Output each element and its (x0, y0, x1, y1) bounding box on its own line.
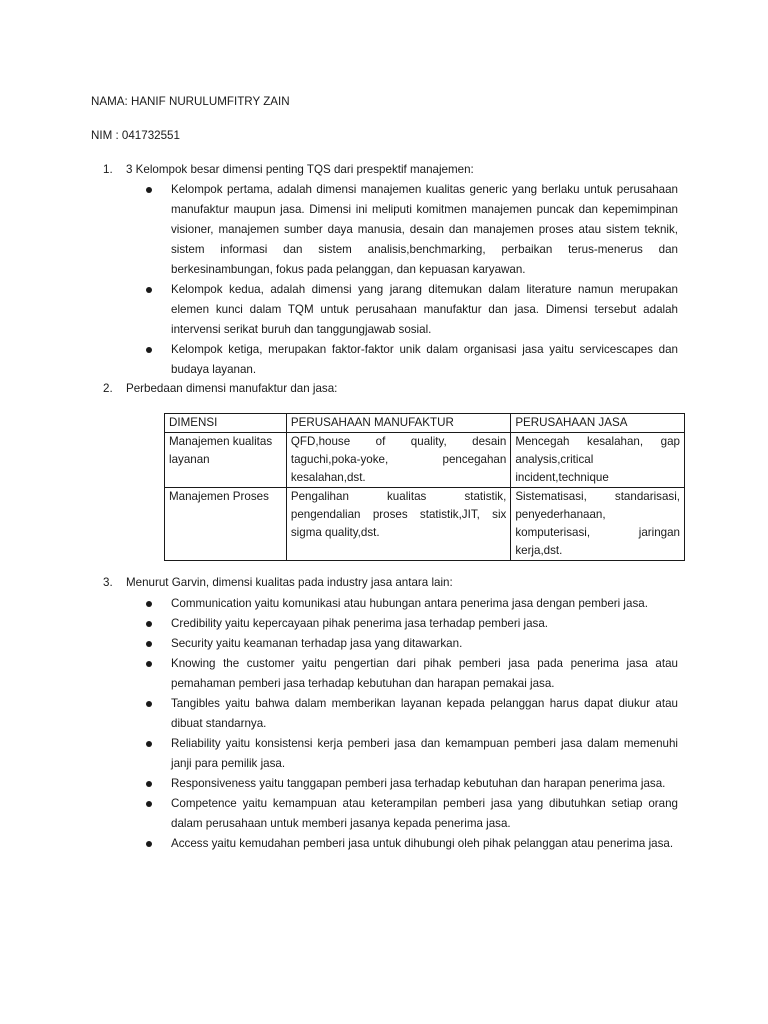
table-cell: Manajemen kualitas layanan (165, 433, 287, 488)
table-header-row (165, 414, 685, 433)
student-nim: NIM : 041732551 (91, 129, 180, 142)
section-heading-text: 3 Kelompok besar dimensi penting TQS dari prespektif manajemen: (126, 163, 474, 176)
list-item: Kelompok kedua, adalah dimensi yang jarang ditemukan dalam literature namun merupakan elemen kunci dalam TQM untuk perusahaan manufaktur dan jasa. Dimensi tersebut adalah intervensi serikat buruh dan tanggungjawab sosial. (0, 280, 678, 340)
list-item: Communication yaitu komunikasi atau hubungan antara penerima jasa dengan pemberi jasa. (0, 594, 678, 614)
list-item: Responsiveness yaitu tanggapan pemberi jasa terhadap kebutuhan dan harapan penerima jasa. (0, 774, 678, 794)
bullet-icon (146, 781, 152, 787)
section-3-bullets (0, 594, 768, 854)
table-cell: Manajemen Proses (165, 488, 287, 561)
bullet-icon (146, 801, 152, 807)
list-item: Reliability yaitu konsistensi kerja pemberi jasa dan kemampuan pemberi jasa dalam memenuhi janji para pemilik jasa. (0, 734, 678, 774)
section-1-bullets (0, 180, 768, 380)
dimension-table (164, 413, 685, 561)
list-item: Security yaitu keamanan terhadap jasa yang ditawarkan. (0, 634, 678, 654)
bullet-icon (146, 741, 152, 747)
table-cell: Sistematisasi, standarisasi, penyederhanaan, komputerisasi, jaringan kerja,dst. (511, 488, 685, 561)
bullet-icon (146, 601, 152, 607)
section-heading-text: Perbedaan dimensi manufaktur dan jasa: (126, 382, 338, 395)
table-header-cell: PERUSAHAAN MANUFAKTUR (286, 414, 510, 433)
table-cell: QFD,house of quality, desain taguchi,poka-yoke, pencegahan kesalahan,dst. (286, 433, 510, 488)
list-item: Kelompok pertama, adalah dimensi manajemen kualitas generic yang berlaku untuk perusahaan manufaktur maupun jasa. Dimensi ini meliputi komitmen manajemen puncak dan kepemimpinan visioner, manajemen sumber daya manusia, desain dan manajemen proses atau sistem teknik, sistem informasi dan sistem analisis,benchmarking, perbaikan terus-menerus dan berkesinambungan, fokus pada pelanggan, dan kepuasan karyawan. (0, 180, 678, 280)
table-row (165, 488, 685, 561)
section-number: 2. (103, 382, 113, 395)
bullet-icon (146, 641, 152, 647)
bullet-icon (146, 187, 152, 193)
list-item: Competence yaitu kemampuan atau keterampilan pemberi jasa yang dibutuhkan setiap orang dalam perusahaan untuk memberi jasanya kepada penerima jasa. (0, 794, 678, 834)
list-item: Kelompok ketiga, merupakan faktor-faktor unik dalam organisasi jasa yaitu servicescapes dan budaya layanan. (0, 340, 678, 380)
bullet-icon (146, 661, 152, 667)
table-row (165, 433, 685, 488)
table-cell: Pengalihan kualitas statistik, pengendalian proses statistik,JIT, six sigma quality,dst. (286, 488, 510, 561)
section-number: 3. (103, 576, 113, 589)
list-item: Credibility yaitu kepercayaan pihak penerima jasa terhadap pemberi jasa. (0, 614, 678, 634)
section-number: 1. (103, 163, 113, 176)
section-heading-text: Menurut Garvin, dimensi kualitas pada industry jasa antara lain: (126, 576, 453, 589)
bullet-icon (146, 701, 152, 707)
bullet-icon (146, 287, 152, 293)
list-item: Tangibles yaitu bahwa dalam memberikan layanan kepada pelanggan harus dapat diukur atau dibuat standarnya. (0, 694, 678, 734)
table-header-cell: PERUSAHAAN JASA (511, 414, 685, 433)
student-name: NAMA: HANIF NURULUMFITRY ZAIN (91, 95, 290, 108)
bullet-icon (146, 621, 152, 627)
table-header-cell: DIMENSI (165, 414, 287, 433)
bullet-icon (146, 347, 152, 353)
table-cell: Mencegah kesalahan, gap analysis,critical incident,technique (511, 433, 685, 488)
list-item: Access yaitu kemudahan pemberi jasa untuk dihubungi oleh pihak pelanggan atau penerima jasa. (0, 834, 678, 854)
bullet-icon (146, 841, 152, 847)
list-item: Knowing the customer yaitu pengertian dari pihak pemberi jasa pada penerima jasa atau pemahaman pemberi jasa terhadap kebutuhan dan harapan pemakai jasa. (0, 654, 678, 694)
